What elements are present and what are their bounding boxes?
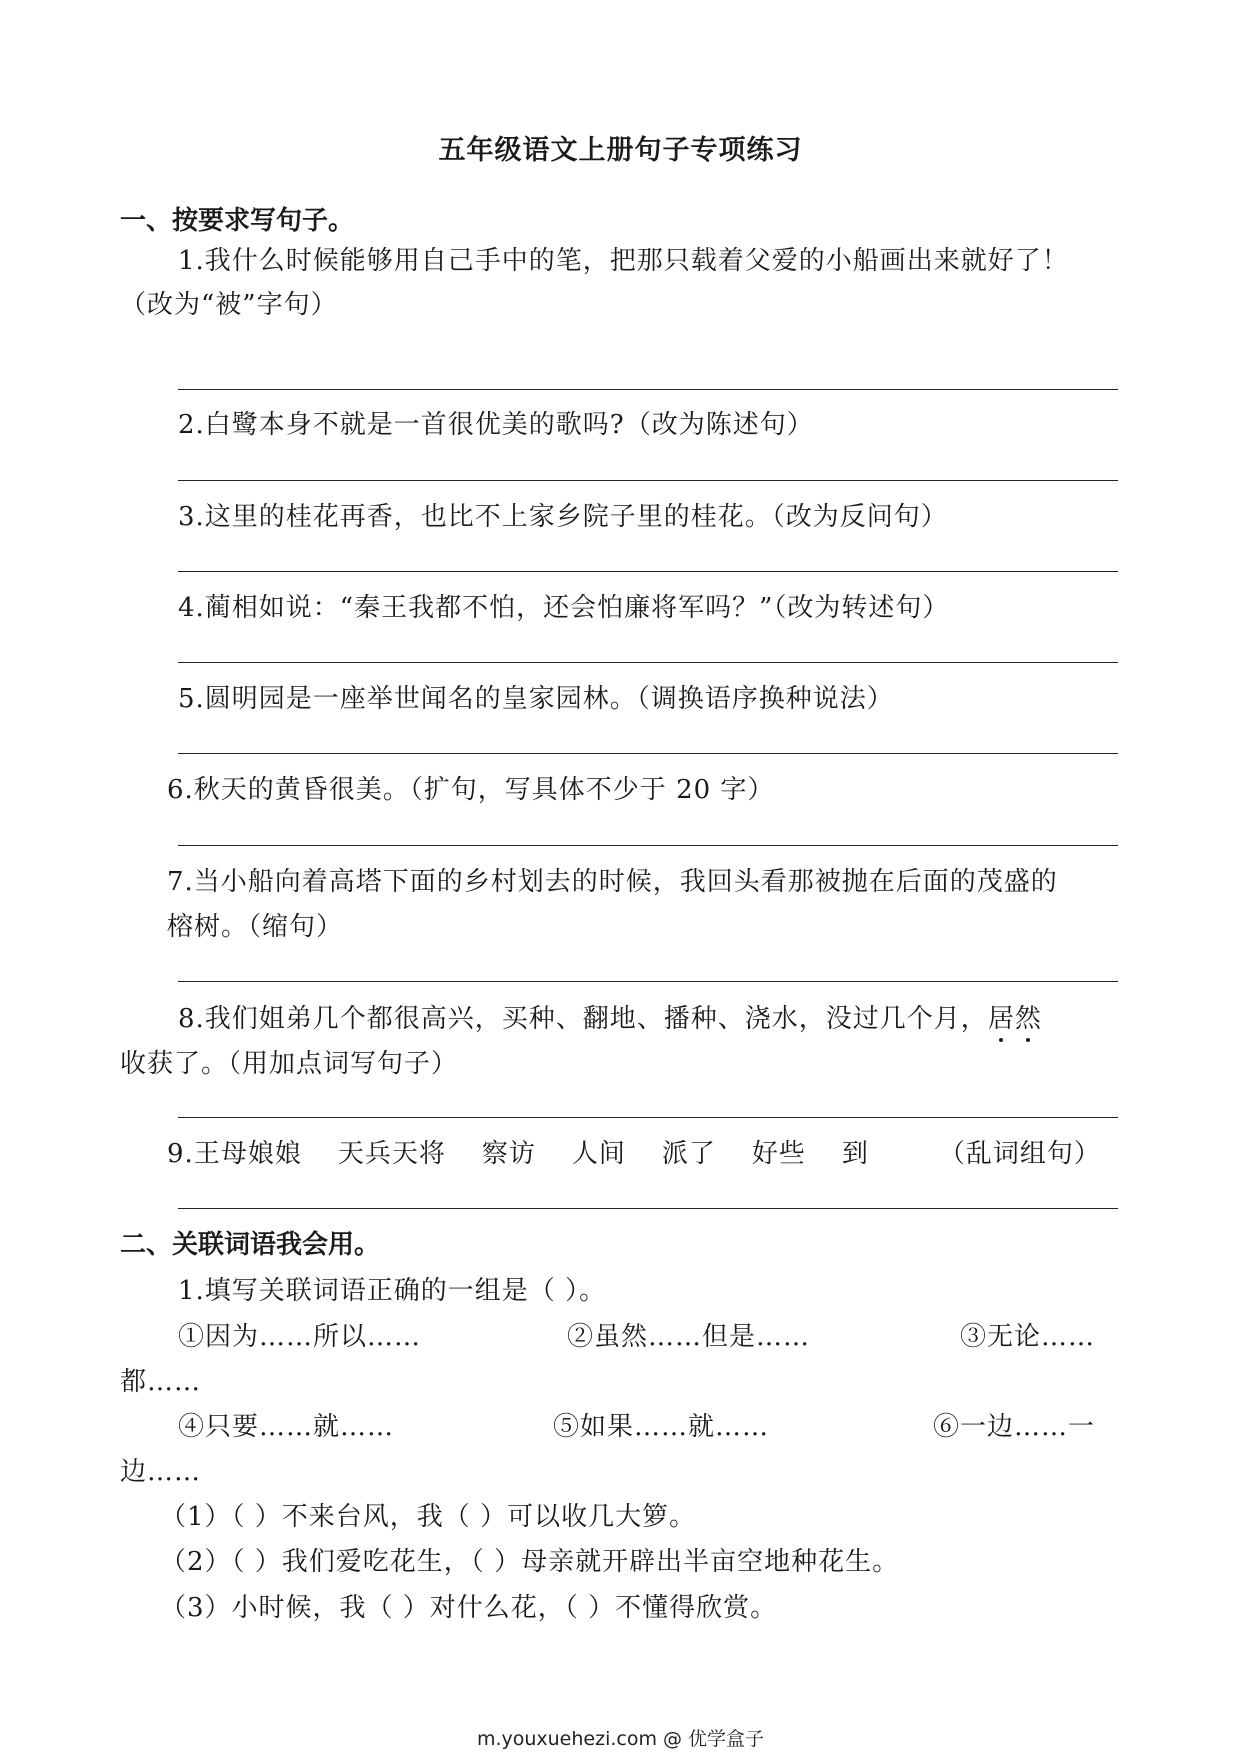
answer-line-5[interactable] bbox=[178, 753, 1118, 754]
option-3-continued: 都…… bbox=[120, 1367, 202, 1397]
option-6-continued: 边…… bbox=[120, 1457, 202, 1487]
answer-line-3[interactable] bbox=[178, 571, 1118, 572]
question-9-instruction: （乱词组句） bbox=[938, 1139, 1101, 1169]
word-6: 好些 bbox=[751, 1139, 806, 1169]
question-9-text bbox=[167, 1133, 1101, 1170]
question-1-text: 1.我什么时候能够用自己手中的笔，把那只载着父爱的小船画出来就好了！ bbox=[178, 246, 1069, 276]
word-4: 人间 bbox=[571, 1139, 626, 1169]
answer-line-7[interactable] bbox=[178, 981, 1118, 982]
option-5: ⑤如果……就…… bbox=[553, 1412, 770, 1442]
sentence-3: （3）小时候，我（ ）对什么花，（ ）不懂得欣赏。 bbox=[160, 1593, 778, 1623]
option-2: ②虽然……但是…… bbox=[567, 1322, 811, 1352]
question-1-instruction: （改为“被”字句） bbox=[120, 290, 338, 320]
option-6: ⑥一边……一 bbox=[933, 1412, 1096, 1442]
question-8-instruction: 收获了。（用加点词写句子） bbox=[120, 1049, 459, 1079]
question-9-number: 9. bbox=[167, 1139, 194, 1169]
sentence-2: （2）（ ）我们爱吃花生，（ ）母亲就开辟出半亩空地种花生。 bbox=[160, 1547, 900, 1577]
question-3-text: 3.这里的桂花再香，也比不上家乡院子里的桂花。（改为反问句） bbox=[178, 502, 948, 532]
question-7-instruction: 榕树。（缩句） bbox=[167, 912, 344, 942]
emphasis-dot-char-1: 居 bbox=[987, 1004, 1015, 1034]
question-8-text-main: 8.我们姐弟几个都很高兴，买种、翻地、播种、浇水，没过几个月， bbox=[178, 1004, 988, 1034]
question-5-text: 5.圆明园是一座举世闻名的皇家园林。（调换语序换种说法） bbox=[178, 684, 894, 714]
option-1: ①因为……所以…… bbox=[178, 1322, 422, 1352]
answer-line-6[interactable] bbox=[178, 845, 1118, 846]
emphasis-dot-char-2: 然 bbox=[1014, 1004, 1042, 1034]
option-3: ③无论…… bbox=[960, 1322, 1096, 1352]
question-6-text: 6.秋天的黄昏很美。（扩句，写具体不少于 20 字） bbox=[167, 775, 775, 805]
section-2-question-1: 1.填写关联词语正确的一组是（ ）。 bbox=[178, 1276, 607, 1306]
question-4-text: 4.蔺相如说：“秦王我都不怕，还会怕廉将军吗？”（改为转述句） bbox=[178, 593, 950, 623]
sentence-1: （1）（ ）不来台风，我（ ）可以收几大箩。 bbox=[160, 1502, 697, 1532]
word-7: 到 bbox=[841, 1139, 869, 1169]
question-8-text bbox=[178, 998, 1042, 1035]
page-title: 五年级语文上册句子专项练习 bbox=[438, 135, 803, 166]
question-7-text: 7.当小船向着高塔下面的乡村划去的时候，我回头看那被抛在后面的茂盛的 bbox=[167, 867, 1058, 897]
word-1: 王母娘娘 bbox=[193, 1139, 302, 1169]
answer-line-4[interactable] bbox=[178, 662, 1118, 663]
word-3: 察访 bbox=[481, 1139, 536, 1169]
option-4: ④只要……就…… bbox=[178, 1412, 395, 1442]
word-2: 天兵天将 bbox=[337, 1139, 446, 1169]
question-2-text: 2.白鹭本身不就是一首很优美的歌吗?（改为陈述句） bbox=[178, 410, 814, 440]
answer-line-1[interactable] bbox=[178, 389, 1118, 390]
answer-line-9[interactable] bbox=[178, 1208, 1118, 1209]
footer-watermark: m.youxuehezi.com @ 优学盒子 bbox=[476, 1728, 765, 1750]
answer-line-8[interactable] bbox=[178, 1117, 1118, 1118]
answer-line-2[interactable] bbox=[178, 480, 1118, 481]
section-1-heading: 一、按要求写句子。 bbox=[120, 206, 355, 236]
word-5: 派了 bbox=[661, 1139, 716, 1169]
section-2-heading: 二、关联词语我会用。 bbox=[120, 1230, 381, 1260]
